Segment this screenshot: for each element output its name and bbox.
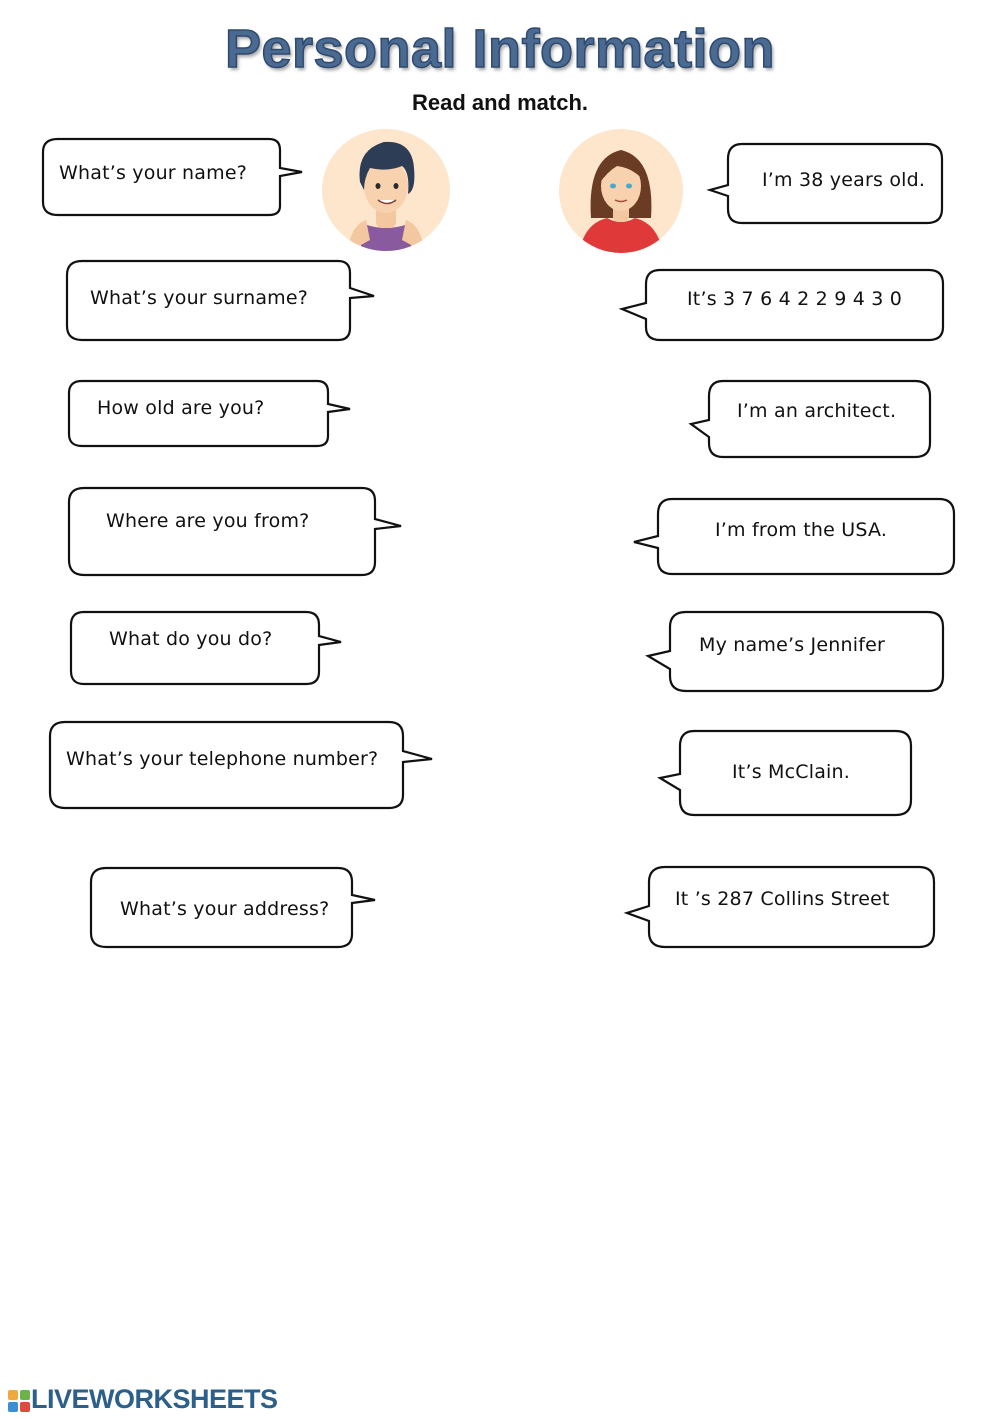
- question-bubble-address[interactable]: [90, 867, 378, 949]
- brand-name: LIVEWORKSHEETS: [31, 1383, 278, 1414]
- boy-avatar-icon: [320, 128, 452, 252]
- answer-bubble-name[interactable]: [646, 611, 946, 694]
- question-text: How old are you?: [97, 397, 265, 419]
- answer-bubble-age[interactable]: [708, 143, 944, 227]
- question-bubble-job[interactable]: [70, 611, 344, 686]
- question-text: What’s your surname?: [90, 287, 309, 309]
- instructions: Read and match.: [411, 90, 589, 115]
- answer-bubble-address[interactable]: [625, 866, 937, 950]
- answer-bubble-job[interactable]: [689, 380, 933, 460]
- answer-text: I’m an architect.: [737, 400, 897, 422]
- answer-text: It’s 3 7 6 4 2 2 9 4 3 0: [687, 288, 903, 310]
- girl-avatar-icon: [557, 128, 685, 255]
- question-text: What’s your name?: [59, 162, 248, 184]
- answer-text: It ’s 287 Collins Street: [675, 888, 890, 910]
- page-title: Personal Information: [224, 19, 776, 79]
- question-bubble-from[interactable]: [68, 487, 404, 577]
- speech-bubble-shape: [68, 487, 404, 577]
- answer-text: I’m from the USA.: [715, 519, 888, 541]
- question-bubble-name[interactable]: [42, 138, 302, 218]
- brand-footer[interactable]: [8, 1384, 278, 1414]
- answer-bubble-from[interactable]: [632, 498, 958, 578]
- question-text: Where are you from?: [106, 510, 310, 532]
- question-bubble-surname[interactable]: [66, 260, 378, 342]
- answer-text: My name’s Jennifer: [699, 634, 885, 656]
- question-text: What’s your address?: [120, 898, 330, 920]
- answer-bubble-surname[interactable]: [658, 730, 914, 818]
- answer-text: It’s McClain.: [732, 761, 851, 783]
- answer-text: I’m 38 years old.: [762, 169, 926, 191]
- question-bubble-age[interactable]: [68, 380, 352, 448]
- question-bubble-telephone[interactable]: [49, 721, 435, 810]
- liveworksheets-logo-icon: [8, 1388, 30, 1410]
- answer-bubble-telephone[interactable]: [620, 269, 946, 342]
- question-text: What do you do?: [109, 628, 273, 650]
- question-text: What’s your telephone number?: [66, 748, 379, 770]
